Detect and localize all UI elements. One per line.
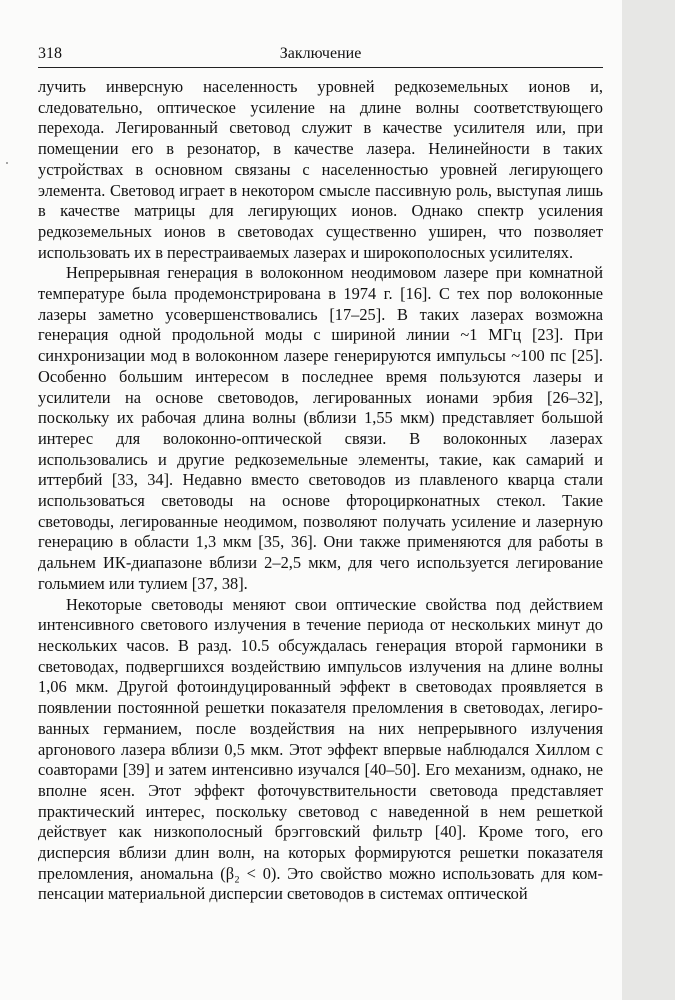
paragraph-photosensitivity: Некоторые световоды меняют свои оптические свойства под действием интенсивного светового излучения в течение периода от нескольких минут до нескольких часов. В разд. 10.5 обсуждалась генерация второй гармоники в световодах, подвергшихся воздействию импульсов излучения на длине волны 1,06 мкм. Другой фотоиндуцированный эффект в световодах проявляется в появлении постоянной решетки показателя преломления в световодах, легированных германием, после воздействия на них непрерывного излучения аргонового лазера вблизи 0,5 мкм. Этот эффект впервые наблюдался Хиллом с соавторами [39] и затем интенсивно изучался [40–50]. Его механизм, однако, не вполне ясен. Этот эффект фоточувствительности световода представляет практический интерес, поскольку световод с наведенной в нем решеткой действует как низкополосный брэгговский фильтр [40]. Кроме того, его дисперсия вблизи длин волн, на которых формируются решетки показателя преломления, аномальна (β₂ < 0). Это свойство можно использовать для компенсации материальной дисперсии световодов в системах оптической xyxy=(38,594,603,904)
paragraph-fiber-lasers: Непрерывная генерация в волоконном неодимовом лазере при комнатной температуре была продемонстрирована в 1974 г. [16]. С тех пор волоконные лазеры заметно усовершенствовались [17–25]. В таких лазерах возможна генерация одной продольной моды с шириной линии ~1 МГц [23]. При синхронизации мод в волоконном лазере генерируются импульсы ~100 пс [25]. Особенно большим интересом в последнее время пользуются лазеры и усилители на основе световодов, легированных ионами эрбия [26–32], поскольку их рабочая длина волны (вблизи 1,55 мкм) представляет большой интерес для волоконно-оптической связи. В волоконных лазерах использовались и другие редкоземельные элементы, такие, как самарий и иттербий [33, 34]. Недавно вместо световодов из плавленого кварца стали использоваться световоды на основе фтороцирконатных стекол. Такие световоды, легированные неодимом, позволяют получать усиление и лазерную генерацию в области 1,3 мкм [35, 36]. Они также применяются для работы в дальнем ИК-диапазоне вблизи 2–2,5 мкм, для чего используется легирование гольмием или тулием [37, 38]. xyxy=(38,263,603,593)
scan-speck xyxy=(6,162,8,164)
body-text xyxy=(38,77,603,977)
page-header xyxy=(38,44,603,66)
page-number: 318 xyxy=(38,45,62,62)
header-rule xyxy=(38,67,603,68)
page-edge-shadow xyxy=(622,0,675,1000)
paragraph-continued: лучить инверсную населенность уровней редкоземельных ионов и, следовательно, оптическое усиление на длине волны соответствующего перехода. Легированный световод служит в качестве усилителя или, при помещении его в резонатор, в качестве лазера. Нелинейности в таких устройствах в основном связаны с населенностью уровней легирующего элемента. Световод играет в некотором смысле пассивную роль, выступая лишь в качестве матрицы для легирующих ионов. Однако спектр усиления редкоземельных ионов в световодах существенно уширен, что позволяет использовать их в перестраиваемых лазерах и широкополосных усилителях. xyxy=(38,77,603,262)
running-title: Заключение xyxy=(279,45,362,62)
